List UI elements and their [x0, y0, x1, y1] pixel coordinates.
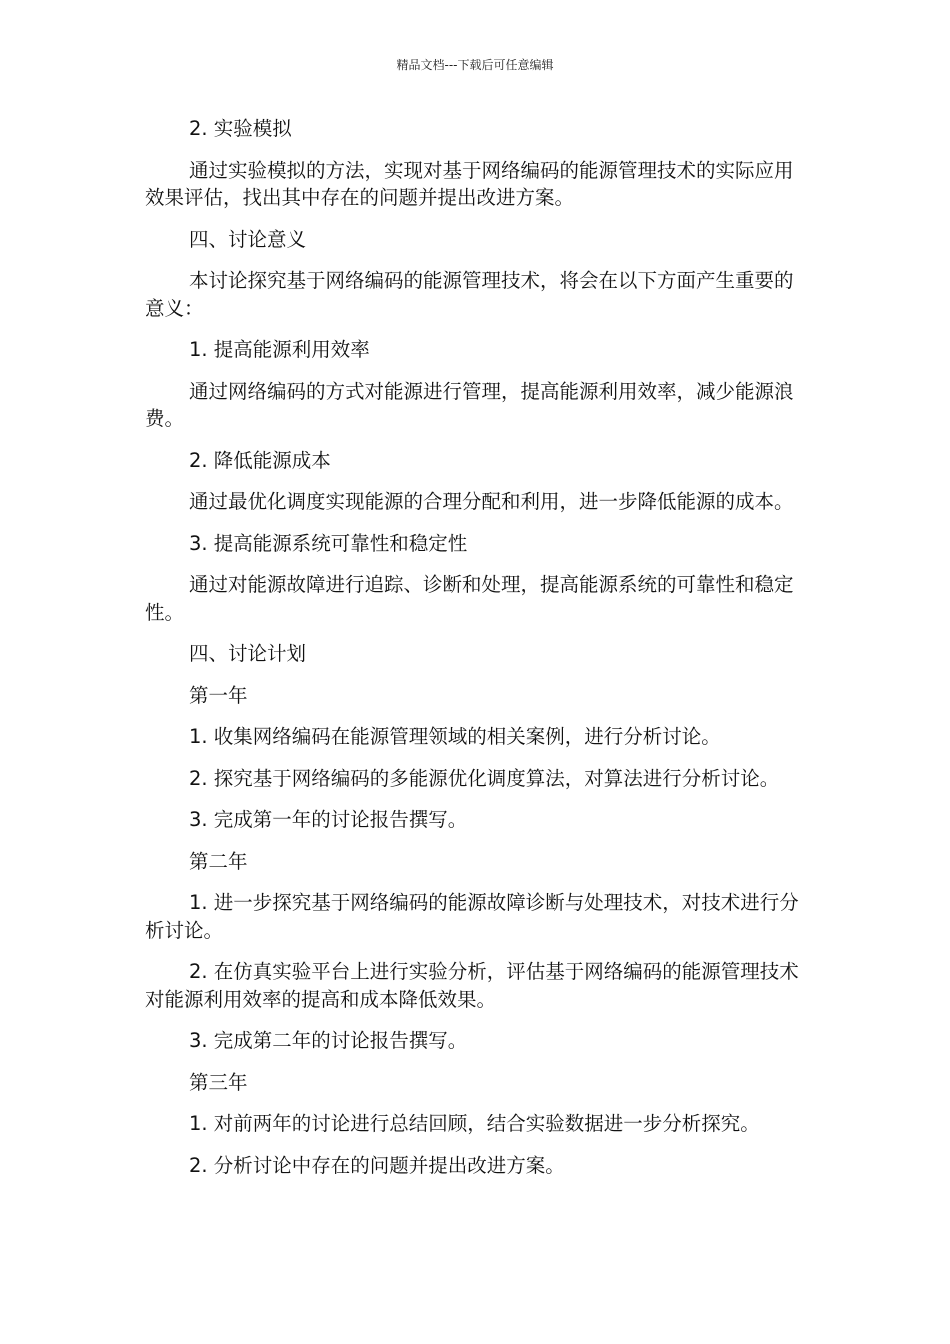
section-heading: 四、讨论意义 — [189, 227, 307, 251]
body-paragraph: 通过对能源故障进行追踪、诊断和处理，提高能源系统的可靠性和稳定性。 — [145, 573, 794, 624]
plan-item: 3. 完成第二年的讨论报告撰写。 — [189, 1029, 468, 1052]
plan-item: 2. 探究基于网络编码的多能源优化调度算法，对算法进行分析讨论。 — [189, 766, 780, 790]
body-paragraph: 通过网络编码的方式对能源进行管理，提高能源利用效率，减少能源浪费。 — [145, 379, 794, 430]
document-body — [145, 115, 800, 1179]
subsection-heading: 2. 降低能源成本 — [189, 448, 331, 472]
subsection-heading: 2. 实验模拟 — [189, 117, 292, 140]
plan-item: 1. 收集网络编码在能源管理领域的相关案例，进行分析讨论。 — [189, 725, 721, 748]
body-paragraph: 通过最优化调度实现能源的合理分配和利用，进一步降低能源的成本。 — [189, 490, 794, 513]
plan-item: 2. 在仿真实验平台上进行实验分析，评估基于网络编码的能源管理技术对能源利用效率的提高和成本降低效果。 — [145, 960, 799, 1011]
plan-item: 1. 进一步探究基于网络编码的能源故障诊断与处理技术，对技术进行分析讨论。 — [145, 891, 799, 942]
year-heading: 第三年 — [189, 1070, 248, 1094]
year-heading: 第一年 — [189, 683, 248, 707]
page-header: 精品文档---下载后可任意编辑 — [396, 58, 554, 72]
year-heading: 第二年 — [189, 849, 248, 873]
plan-item: 3. 完成第一年的讨论报告撰写。 — [189, 808, 468, 831]
body-paragraph: 通过实验模拟的方法，实现对基于网络编码的能源管理技术的实际应用效果评估，找出其中存在的问题并提出改进方案。 — [145, 158, 794, 209]
subsection-heading: 3. 提高能源系统可靠性和稳定性 — [189, 531, 468, 555]
body-paragraph: 本讨论探究基于网络编码的能源管理技术，将会在以下方面产生重要的意义： — [145, 269, 794, 320]
plan-item: 1. 对前两年的讨论进行总结回顾，结合实验数据进一步分析探究。 — [189, 1112, 760, 1135]
plan-item: 2. 分析讨论中存在的问题并提出改进方案。 — [189, 1153, 565, 1177]
subsection-heading: 1. 提高能源利用效率 — [189, 338, 370, 361]
section-heading: 四、讨论计划 — [189, 642, 307, 665]
